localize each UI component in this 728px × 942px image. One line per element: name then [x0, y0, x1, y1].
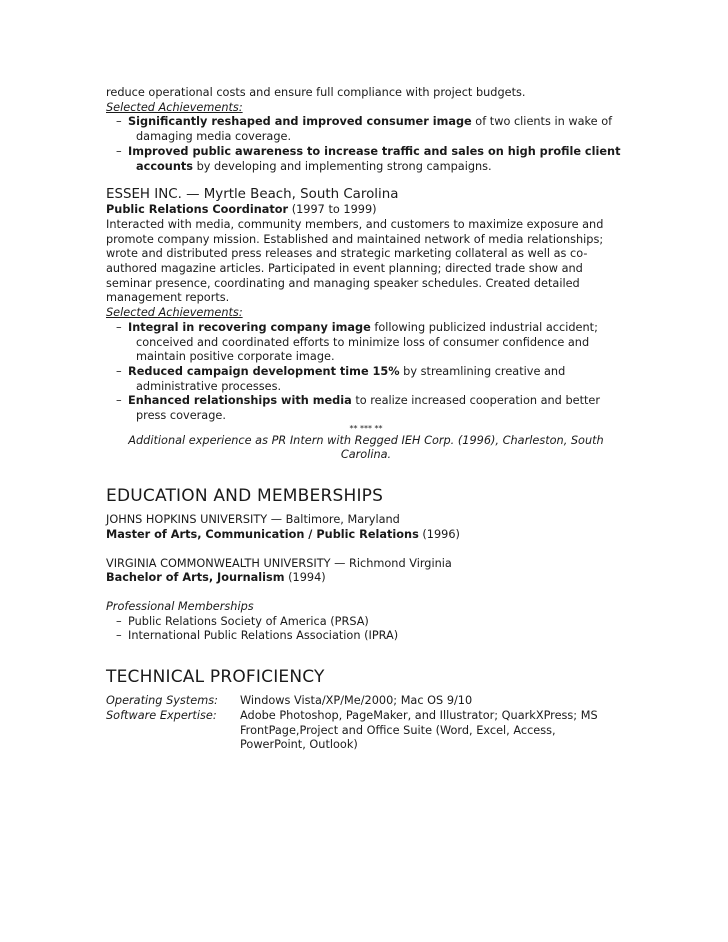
job-title: Public Relations Coordinator [106, 203, 289, 217]
bullet-dash: – [116, 115, 122, 129]
achievement-text: by streamlining creative and [399, 364, 566, 378]
education-heading: EDUCATION AND MEMBERSHIPS [106, 486, 384, 507]
degree-title: Bachelor of Arts, Journalism [106, 571, 285, 585]
software-row [106, 709, 626, 753]
technical-heading: TECHNICAL PROFICIENCY [106, 667, 325, 688]
job-description-line: promote company mission. Established and maintained network of media relationships; [106, 232, 604, 246]
achievement-item [106, 321, 626, 365]
bullet-dash: – [116, 394, 122, 408]
school-line: JOHNS HOPKINS UNIVERSITY — Baltimore, Maryland [106, 513, 400, 527]
section-separator: ** *** ** [349, 423, 383, 433]
achievement-bold: Enhanced relationships with media [128, 394, 352, 408]
achievement-continuation: administrative processes. [136, 379, 282, 393]
job-description-line: seminar presence, coordinating and managing speaker schedules. Created detailed [106, 276, 580, 290]
achievement-continuation: maintain positive corporate image. [136, 350, 335, 364]
bullet-dash: – [116, 614, 122, 628]
bullet-dash: – [116, 144, 122, 158]
os-value: Windows Vista/XP/Me/2000; Mac OS 9/10 [240, 694, 473, 708]
achievement-bold: Significantly reshaped and improved consumer image [128, 115, 472, 129]
achievement-continuation: press coverage. [136, 409, 226, 423]
achievement-text: to realize increased cooperation and better [351, 394, 601, 408]
job-description-line: authored magazine articles. Participated in event planning; directed trade show and [106, 262, 583, 276]
degree-year: (1996) [418, 527, 460, 541]
achievement-continuation: damaging media coverage. [136, 130, 292, 144]
bullet-dash: – [116, 629, 122, 643]
software-value [240, 709, 626, 753]
software-value-line: PowerPoint, Outlook) [240, 738, 358, 752]
achievements-label: Selected Achievements: [106, 100, 243, 114]
degree-line [106, 571, 626, 586]
software-value-line: FrontPage,Project and Office Suite (Word, Excel, Access, [240, 723, 556, 737]
membership-item [106, 629, 626, 644]
resume-page [106, 86, 626, 753]
achievement-item [106, 394, 626, 423]
memberships-label: Professional Memberships [106, 599, 254, 613]
achievement-text: by developing and implementing strong campaigns. [193, 159, 492, 173]
experience-intro-line: reduce operational costs and ensure full compliance with project budgets. [106, 86, 526, 99]
achievement-item [106, 365, 626, 394]
job-description-line: management reports. [106, 291, 230, 305]
achievement-continuation [128, 160, 626, 175]
membership-text: International Public Relations Association (IPRA) [128, 629, 399, 643]
os-label: Operating Systems: [106, 694, 218, 708]
school-line: VIRGINIA COMMONWEALTH UNIVERSITY — Richmond Virginia [106, 556, 452, 570]
job-description-line: wrote and distributed press releases and strategic marketing collateral as well as co- [106, 247, 588, 261]
achievement-text: following publicized industrial accident; [370, 320, 598, 334]
achievement-bold: accounts [136, 159, 193, 173]
achievement-bold: Improved public awareness to increase traffic and sales on high profile client [128, 144, 621, 158]
degree-title: Master of Arts, Communication / Public Relations [106, 527, 419, 541]
degree-year: (1994) [284, 571, 326, 585]
job-years: (1997 to 1999) [288, 203, 377, 217]
achievement-continuation: conceived and coordinated efforts to minimize loss of consumer confidence and [136, 335, 590, 349]
additional-experience [106, 434, 626, 463]
achievement-bold: Reduced campaign development time 15% [128, 364, 400, 378]
achievement-item [106, 115, 626, 144]
bullet-dash: – [116, 364, 122, 378]
achievements-label: Selected Achievements: [106, 306, 243, 320]
additional-experience-line: Carolina. [340, 448, 392, 462]
job-description-line: Interacted with media, community members, and customers to maximize exposure and [106, 217, 604, 231]
membership-text: Public Relations Society of America (PRSA) [128, 614, 369, 628]
job-title-line [106, 203, 626, 218]
membership-item [106, 615, 626, 630]
degree-line [106, 528, 626, 543]
achievement-item [106, 145, 626, 174]
additional-experience-line: Additional experience as PR Intern with Regged IEH Corp. (1996), Charleston, South [128, 433, 604, 447]
os-row [106, 694, 626, 709]
company-heading: ESSEH INC. — Myrtle Beach, South Carolina [106, 187, 399, 203]
achievement-text: of two clients in wake of [471, 115, 613, 129]
achievement-bold: Integral in recovering company image [128, 320, 371, 334]
bullet-dash: – [116, 320, 122, 334]
software-value-line: Adobe Photoshop, PageMaker, and Illustrator; QuarkXPress; MS [240, 708, 598, 722]
software-label: Software Expertise: [106, 708, 217, 722]
